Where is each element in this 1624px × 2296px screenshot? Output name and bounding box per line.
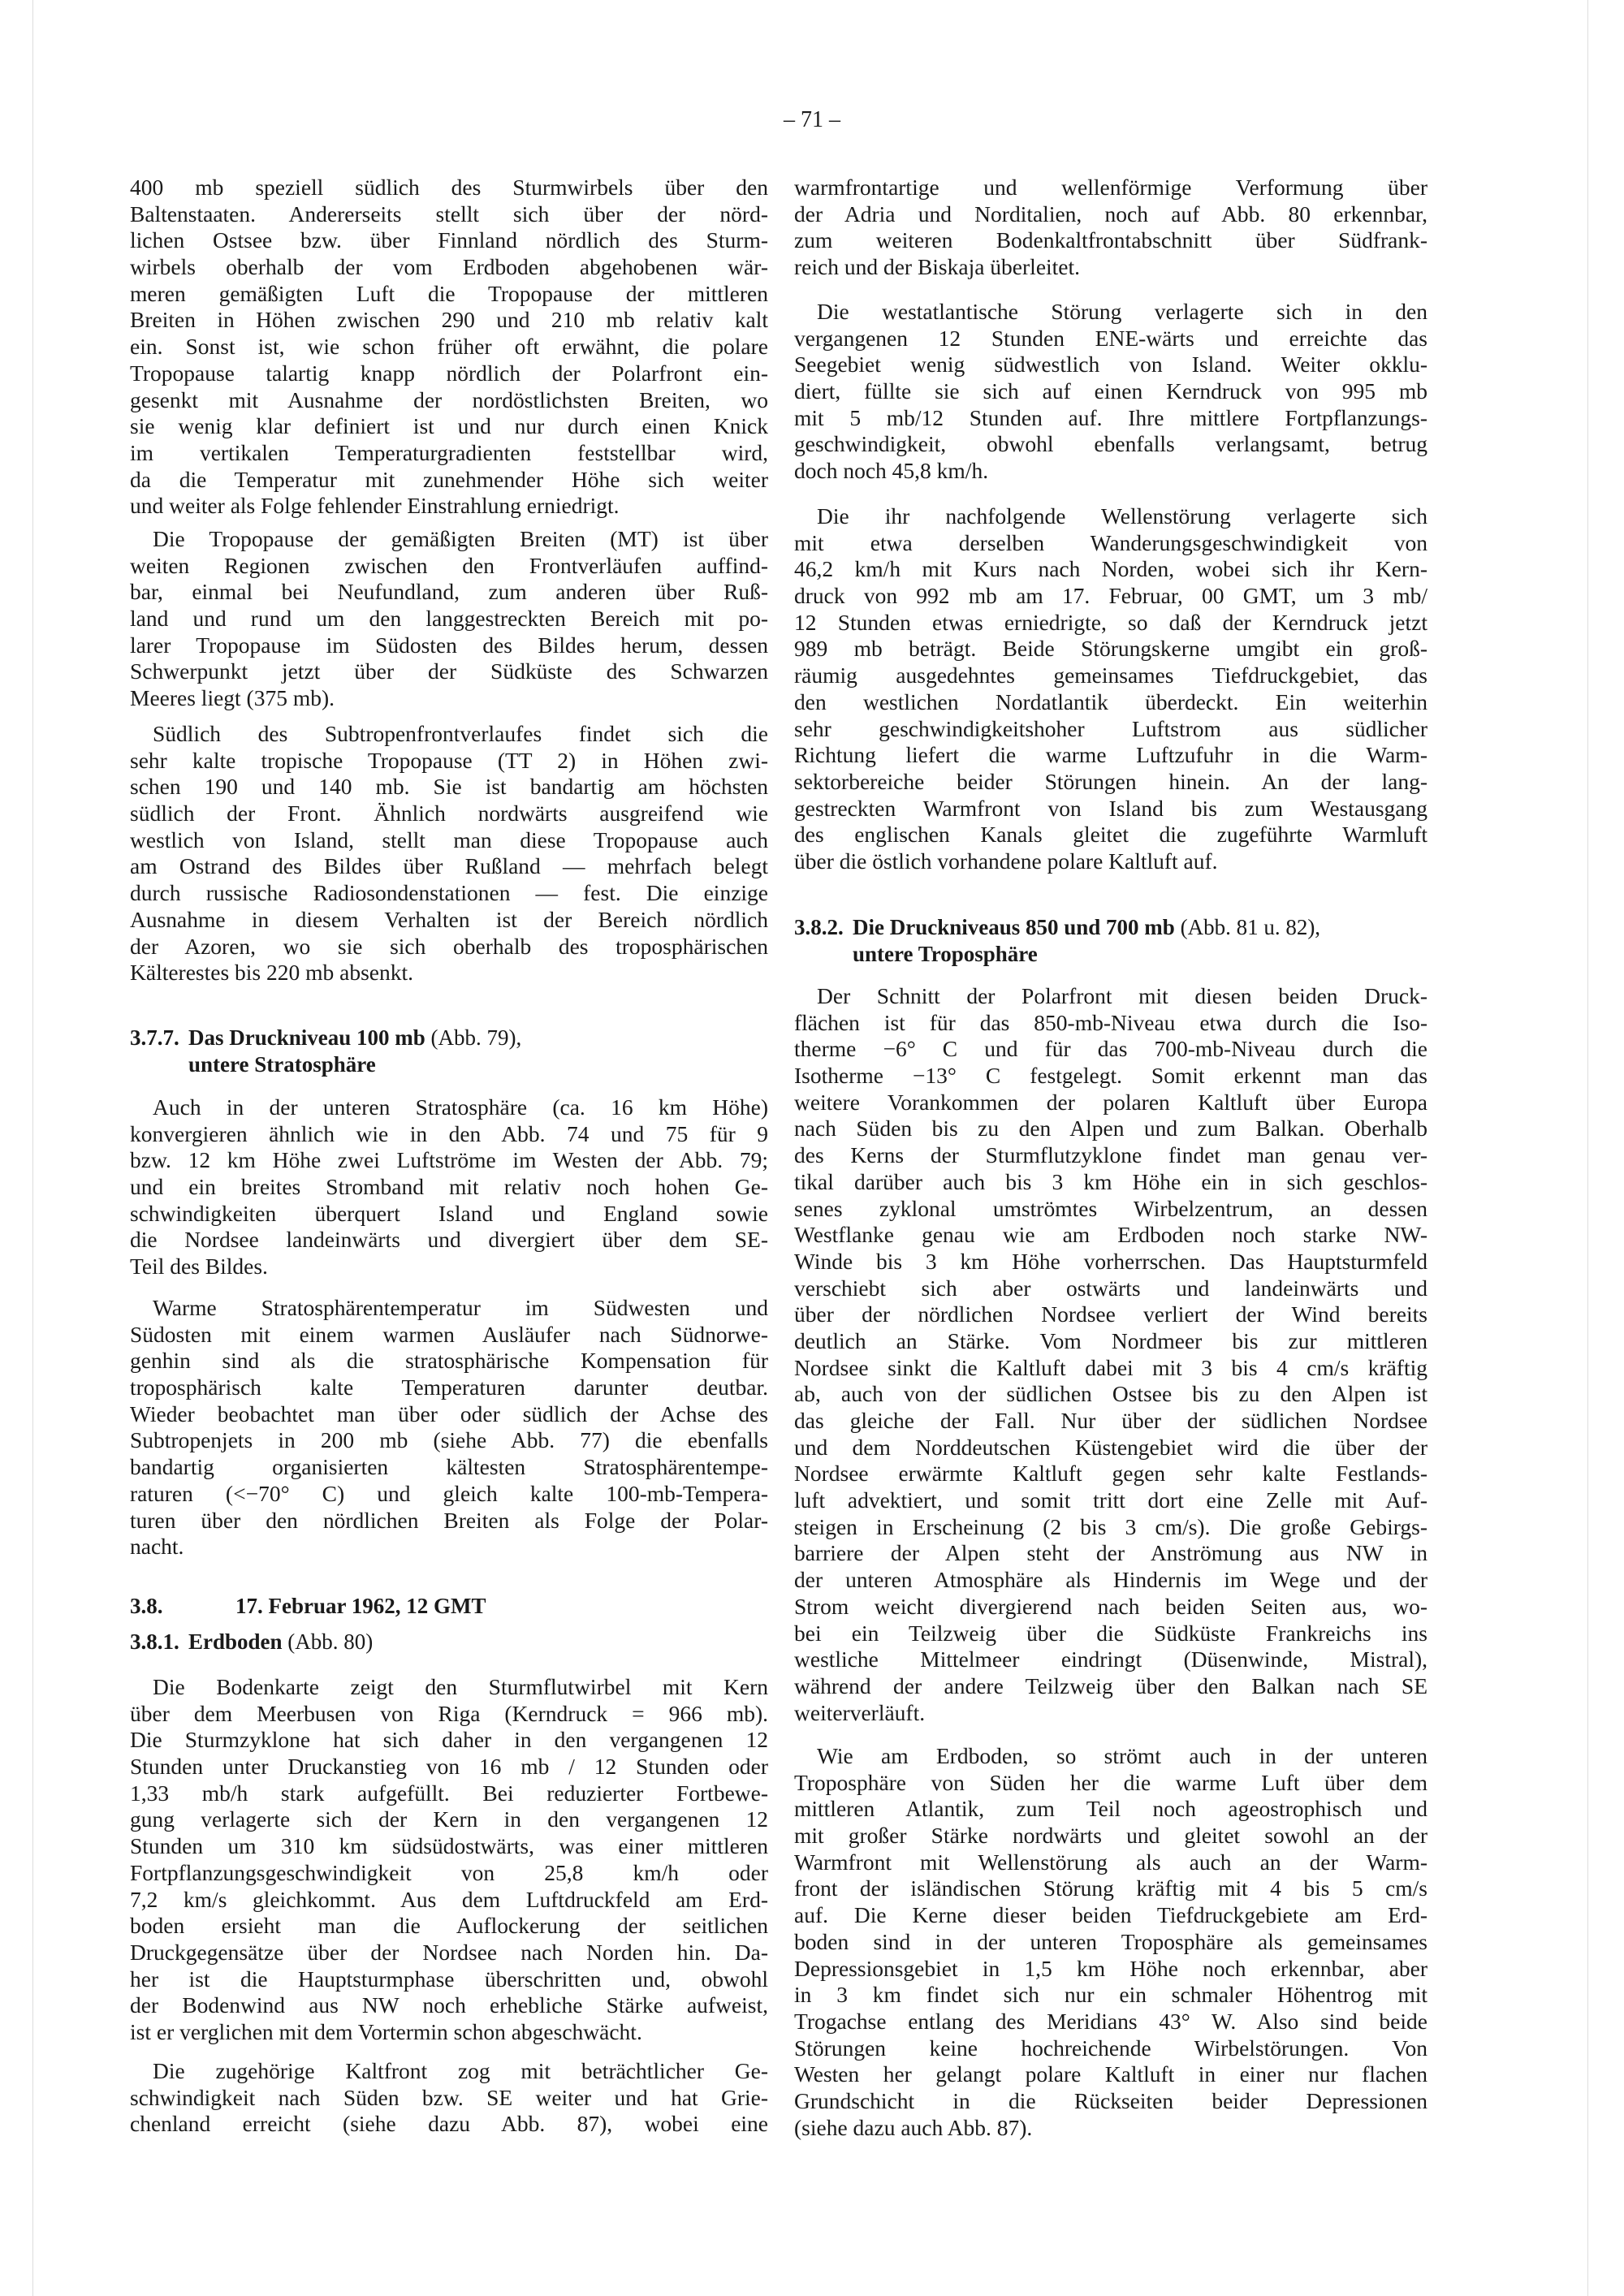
text-line: schen 190 und 140 mb. Sie ist bandartig am höchsten bbox=[130, 774, 768, 800]
section-reference: (Abb. 81 u. 82), bbox=[1180, 915, 1321, 939]
text-line: Die Sturmzyklone hat sich daher in den vergangenen 12 bbox=[130, 1727, 768, 1753]
section-number: 3.8. bbox=[130, 1594, 163, 1618]
text-line: mit etwa derselben Wanderungsgeschwindigkeit von bbox=[794, 529, 1427, 555]
scan-edge-left bbox=[32, 0, 33, 2296]
section-subtitle: untere Troposphäre bbox=[853, 941, 1038, 966]
text-line: gung verlagerte sich der Kern in den vergangenen 12 bbox=[130, 1806, 768, 1832]
text-line: Isotherme −13° C festgelegt. Somit erkennt man das bbox=[794, 1063, 1427, 1089]
text-line: in 3 km findet sich nur ein schmaler Höhentrog mit bbox=[794, 1982, 1427, 2008]
text-line: sektorbereiche beider Störungen hinein. An der lang- bbox=[794, 768, 1427, 794]
text-line: Stunden unter Druckanstieg von 16 mb / 12 Stunden oder bbox=[130, 1754, 768, 1780]
text-line: weiten Regionen zwischen den Frontverläufen auffind- bbox=[130, 552, 768, 578]
text-line: bandartig organisierten kältesten Stratosphärentempe- bbox=[130, 1454, 768, 1480]
text-line: weiterverläuft. bbox=[794, 1699, 926, 1725]
paragraph bbox=[794, 983, 1427, 1726]
text-line: Die westatlantische Störung verlagerte sich in den bbox=[817, 299, 1427, 324]
text-line: Die Bodenkarte zeigt den Sturmflutwirbel mit Kern bbox=[153, 1674, 768, 1699]
text-line: ist er verglichen mit dem Vortermin schon abgeschwächt. bbox=[130, 2018, 642, 2044]
text-line: Wieder beobachtet man über oder südlich der Achse des bbox=[130, 1400, 768, 1426]
text-line: therme −6° C und für das 700-mb-Niveau durch die bbox=[794, 1036, 1427, 1062]
text-line: Teil des Bildes. bbox=[130, 1254, 268, 1280]
text-line: Winde bis 3 km Höhe vorherrschen. Das Hauptsturmfeld bbox=[794, 1248, 1427, 1274]
text-line: Trogachse entlang des Meridians 43° W. Also sind beide bbox=[794, 2008, 1427, 2034]
text-line: Die ihr nachfolgende Wellenstörung verlagerte sich bbox=[817, 503, 1427, 529]
text-line: mit 5 mb/12 Stunden auf. Ihre mittlere Fortpflanzungs- bbox=[794, 404, 1427, 430]
section-title: Die Druckniveaus 850 und 700 mb bbox=[853, 915, 1175, 939]
text-line: wirbels oberhalb der vom Erdboden abgehobenen wär- bbox=[130, 254, 768, 280]
paragraph bbox=[130, 1674, 768, 2046]
text-line: über dem Meerbusen von Riga (Kerndruck = 966 mb). bbox=[130, 1700, 768, 1726]
text-line: über der nördlichen Nordsee verliert der Wind bereits bbox=[794, 1301, 1427, 1327]
text-line: Breiten in Höhen zwischen 290 und 210 mb relativ kalt bbox=[130, 307, 768, 333]
text-line: deutlich an Stärke. Vom Nordmeer bis zur mittleren bbox=[794, 1327, 1427, 1353]
text-line: luft advektiert, und somit tritt dort eine Zelle mit Auf- bbox=[794, 1487, 1427, 1513]
text-line: Tropopause talartig knapp nördlich der Polarfront ein- bbox=[130, 360, 768, 386]
text-line: flächen ist für das 850-mb-Niveau etwa durch die Iso- bbox=[794, 1009, 1427, 1035]
text-line: Fortpflanzungsgeschwindigkeit von 25,8 km/h oder bbox=[130, 1859, 768, 1885]
text-line: nach Süden bis zu den Alpen und zum Balkan. Oberhalb bbox=[794, 1116, 1427, 1142]
text-line: sehr kalte tropische Tropopause (TT 2) in Höhen zwi- bbox=[130, 747, 768, 773]
paragraph bbox=[794, 1743, 1427, 2141]
paragraph bbox=[794, 503, 1427, 875]
text-line: und weiter als Folge fehlender Einstrahlung erniedrigt. bbox=[130, 493, 620, 519]
text-line: chenland erreicht (siehe dazu Abb. 87), wobei eine bbox=[130, 2111, 768, 2137]
text-line: der Azoren, wo sie sich oberhalb des troposphärischen bbox=[130, 933, 768, 959]
text-line: Grundschicht in die Rückseiten beider Depressionen bbox=[794, 2087, 1427, 2113]
text-line: konvergieren ähnlich wie in den Abb. 74 und 75 für 9 bbox=[130, 1120, 768, 1146]
text-line: während der andere Teilzweig über den Balkan nach SE bbox=[794, 1672, 1427, 1698]
text-line: Depressionsgebiet in 1,5 km Höhe noch erkennbar, aber bbox=[794, 1955, 1427, 1981]
text-line: auf. Die Kerne dieser beiden Tiefdruckgebiete am Erd- bbox=[794, 1902, 1427, 1928]
text-line: bei ein Teilzweig über die Südküste Frankreichs ins bbox=[794, 1620, 1427, 1646]
page-number: – 71 – bbox=[784, 107, 840, 132]
text-line: weitere Vorankommen der polaren Kaltluft über Europa bbox=[794, 1089, 1427, 1115]
paragraph bbox=[130, 1094, 768, 1280]
paragraph bbox=[130, 721, 768, 986]
section-title: 17. Februar 1962, 12 GMT bbox=[235, 1594, 486, 1618]
text-line: im vertikalen Temperaturgradienten feststellbar wird, bbox=[130, 439, 768, 465]
text-line: bar, einmal bei Neufundland, zum anderen über Ruß- bbox=[130, 579, 768, 605]
text-line: Ausnahme in diesem Verhalten ist der Bereich nördlich bbox=[130, 906, 768, 932]
text-line: barriere der Alpen steht der Anströmung aus NW in bbox=[794, 1540, 1427, 1566]
section-heading-3-8-2 bbox=[794, 914, 1427, 967]
text-line: genhin sind als die stratosphärische Kompensation für bbox=[130, 1348, 768, 1374]
text-line: Druckgegensätze über der Nordsee nach Norden hin. Da- bbox=[130, 1939, 768, 1965]
text-line: Stunden um 310 km südsüdostwärts, was einer mittleren bbox=[130, 1833, 768, 1859]
section-number: 3.7.7. bbox=[130, 1025, 179, 1050]
text-line: Seegebiet wenig südwestlich von Island. Weiter okklu- bbox=[794, 352, 1427, 378]
text-line: raturen (<−70° C) und gleich kalte 100-mb-Tempera- bbox=[130, 1480, 768, 1506]
text-line: front der isländischen Störung kräftig mit 4 bis 5 cm/s bbox=[794, 1875, 1427, 1901]
paragraph bbox=[130, 526, 768, 712]
text-line: mit großer Stärke nordwärts und gleitet sowohl an der bbox=[794, 1823, 1427, 1849]
text-line: Westen her gelangt polare Kaltluft in einer nur flachen bbox=[794, 2061, 1427, 2087]
text-line: diert, füllte sie sich auf einen Kerndruck von 995 mb bbox=[794, 378, 1427, 404]
text-line: Troposphäre von Süden her die warme Luft über dem bbox=[794, 1769, 1427, 1795]
text-line: Südosten mit einem warmen Ausläufer nach Südnorwe- bbox=[130, 1321, 768, 1347]
text-line: der Bodenwind aus NW noch erhebliche Stärke aufweist, bbox=[130, 1992, 768, 2018]
text-line: Warmfront mit Wellenstörung als auch an der Warm- bbox=[794, 1849, 1427, 1875]
text-line: Die zugehörige Kaltfront zog mit beträchtlicher Ge- bbox=[153, 2058, 768, 2083]
text-line: durch russische Radiosondenstationen — fest. Die einzige bbox=[130, 880, 768, 906]
section-title: Erdboden bbox=[188, 1629, 283, 1654]
scan-edge-right bbox=[1587, 0, 1588, 2296]
text-line: der unteren Atmosphäre als Hindernis im Wege und der bbox=[794, 1567, 1427, 1593]
text-line: westlich von Island, stellt man diese Tropopause auch bbox=[130, 826, 768, 852]
text-line: druck von 992 mb am 17. Februar, 00 GMT, um 3 mb/ bbox=[794, 583, 1427, 609]
text-line: und dem Norddeutschen Küstengebiet wird die über der bbox=[794, 1434, 1427, 1460]
text-line: (siehe dazu auch Abb. 87). bbox=[794, 2114, 1033, 2140]
text-line: tikal darüber auch bis 3 km Höhe ein in sich geschlos- bbox=[794, 1168, 1427, 1194]
text-line: boden ersieht man die Auflockerung der seitlichen bbox=[130, 1913, 768, 1939]
text-line: das gleiche der Fall. Nur über der südlichen Nordsee bbox=[794, 1408, 1427, 1433]
text-line: vergangenen 12 Stunden ENE-wärts und erreichte das bbox=[794, 325, 1427, 351]
text-line: sehr geschwindigkeitshoher Luftstrom aus südlicher bbox=[794, 715, 1427, 741]
text-line: Baltenstaaten. Andererseits stellt sich über der nörd- bbox=[130, 201, 768, 227]
text-line: ab, auch von der südlichen Ostsee bis zu den Alpen ist bbox=[794, 1381, 1427, 1407]
text-line: Auch in der unteren Stratosphäre (ca. 16 km Höhe) bbox=[153, 1094, 768, 1120]
text-line: Meeres liegt (375 mb). bbox=[130, 685, 335, 711]
section-reference: (Abb. 79), bbox=[430, 1025, 522, 1050]
section-subtitle: untere Stratosphäre bbox=[188, 1051, 376, 1077]
text-line: doch noch 45,8 km/h. bbox=[794, 458, 989, 484]
text-line: Kälterestes bis 220 mb absenkt. bbox=[130, 960, 414, 986]
text-line: über die östlich vorhandene polare Kaltluft auf. bbox=[794, 848, 1218, 874]
text-line: larer Tropopause im Südosten des Bildes herum, dessen bbox=[130, 632, 768, 658]
section-reference: (Abb. 80) bbox=[287, 1629, 374, 1654]
text-line: nacht. bbox=[130, 1534, 184, 1560]
section-number: 3.8.2. bbox=[794, 915, 844, 939]
text-line: am Ostrand des Bildes über Rußland — mehrfach belegt bbox=[130, 853, 768, 879]
text-line: Nordsee erwärmte Kaltluft gegen sehr kalte Festlands- bbox=[794, 1461, 1427, 1487]
paragraph bbox=[130, 2058, 768, 2138]
text-line: räumig ausgedehntes gemeinsames Tiefdruckgebiet, das bbox=[794, 662, 1427, 688]
text-line: der Adria und Norditalien, noch auf Abb. 80 erkennbar, bbox=[794, 201, 1427, 227]
text-line: ein. Sonst ist, wie schon früher oft erwähnt, die polare bbox=[130, 334, 768, 360]
text-line: 989 mb beträgt. Beide Störungskerne umgibt ein groß- bbox=[794, 636, 1427, 662]
text-line: schwindigkeit nach Süden bzw. SE weiter und hat Grie- bbox=[130, 2084, 768, 2110]
text-line: Westflanke genau wie am Erdboden noch starke NW- bbox=[794, 1222, 1427, 1248]
text-line: südlich der Front. Ähnlich nordwärts ausgreifend wie bbox=[130, 801, 768, 826]
text-line: meren gemäßigten Luft die Tropopause der mittleren bbox=[130, 280, 768, 306]
text-line: zum weiteren Bodenkaltfrontabschnitt über Südfrank- bbox=[794, 227, 1427, 253]
text-line: troposphärisch kalte Temperaturen darunter deutbar. bbox=[130, 1375, 768, 1400]
text-line: mittleren Atlantik, zum Teil noch ageostrophisch und bbox=[794, 1796, 1427, 1822]
text-line: Nordsee sinkt die Kaltluft dabei mit 3 bis 4 cm/s kräftig bbox=[794, 1354, 1427, 1380]
text-line: des Kerns der Sturmflutzyklone findet man genau ver- bbox=[794, 1142, 1427, 1168]
text-line: Richtung liefert die warme Luftzufuhr in die Warm- bbox=[794, 742, 1427, 768]
text-line: Subtropenjets in 200 mb (siehe Abb. 77) die ebenfalls bbox=[130, 1427, 768, 1453]
paragraph bbox=[794, 175, 1427, 281]
text-line: sie wenig klar definiert ist und nur durch einen Knick bbox=[130, 413, 768, 439]
text-line: 400 mb speziell südlich des Sturmwirbels über den bbox=[130, 175, 768, 200]
section-heading-3-8-1 bbox=[130, 1629, 768, 1655]
text-line: 12 Stunden etwas erniedrigte, so daß der Kerndruck jetzt bbox=[794, 609, 1427, 635]
text-line: senes zyklonal umströmtes Wirbelzentrum, an dessen bbox=[794, 1195, 1427, 1221]
text-line: da die Temperatur mit zunehmender Höhe sich weiter bbox=[130, 466, 768, 492]
text-line: Die Tropopause der gemäßigten Breiten (MT) ist über bbox=[153, 526, 768, 551]
text-line: des englischen Kanals gleitet die zugeführte Warmluft bbox=[794, 822, 1427, 848]
text-line: gestreckten Warmfront von Island bis zum Westausgang bbox=[794, 795, 1427, 821]
text-line: steigen in Erscheinung (2 bis 3 cm/s). Die große Gebirgs- bbox=[794, 1513, 1427, 1539]
text-line: Warme Stratosphärentemperatur im Südwesten und bbox=[153, 1295, 768, 1320]
text-line: Wie am Erdboden, so strömt auch in der unteren bbox=[817, 1743, 1427, 1768]
text-line: turen über den nördlichen Breiten als Folge der Polar- bbox=[130, 1507, 768, 1533]
text-line: schwindigkeiten überquert Island und England sowie bbox=[130, 1200, 768, 1226]
text-line: westliche Mittelmeer eindringt (Düsenwinde, Mistral), bbox=[794, 1646, 1427, 1672]
text-line: Störungen keine hochreichende Wirbelstörungen. Von bbox=[794, 2035, 1427, 2061]
section-heading-3-8 bbox=[130, 1593, 768, 1620]
text-line: lichen Ostsee bzw. über Finnland nördlich des Sturm- bbox=[130, 227, 768, 253]
text-line: land und rund um den langgestreckten Bereich mit po- bbox=[130, 606, 768, 632]
text-line: und ein breites Stromband mit relativ noch hohen Ge- bbox=[130, 1174, 768, 1200]
section-title: Das Druckniveau 100 mb bbox=[188, 1025, 425, 1050]
text-line: Schwerpunkt jetzt über der Südküste des Schwarzen bbox=[130, 658, 768, 684]
text-line: Südlich des Subtropenfrontverlaufes findet sich die bbox=[153, 721, 768, 746]
text-line: den westlichen Nordatlantik überdeckt. Ein weiterhin bbox=[794, 688, 1427, 714]
text-line: 46,2 km/h mit Kurs nach Norden, wobei sich ihr Kern- bbox=[794, 556, 1427, 582]
text-line: bzw. 12 km Höhe zwei Luftströme im Westen der Abb. 79; bbox=[130, 1147, 768, 1173]
text-line: 7,2 km/s gleichkommt. Aus dem Luftdruckfeld am Erd- bbox=[130, 1886, 768, 1912]
text-line: gesenkt mit Ausnahme der nordöstlichsten Breiten, wo bbox=[130, 386, 768, 412]
text-line: reich und der Biskaja überleitet. bbox=[794, 254, 1081, 280]
text-line: Strom weicht divergierend nach beiden Seiten aus, wo- bbox=[794, 1593, 1427, 1619]
text-line: verschiebt sich aber ostwärts und landeinwärts und bbox=[794, 1275, 1427, 1301]
paragraph bbox=[130, 1295, 768, 1560]
paragraph bbox=[130, 175, 768, 520]
section-heading-3-7-7 bbox=[130, 1025, 768, 1077]
text-line: her ist die Hauptsturmphase überschritten und, obwohl bbox=[130, 1966, 768, 1992]
text-line: die Nordsee landeinwärts und divergiert über dem SE- bbox=[130, 1227, 768, 1253]
text-line: warmfrontartige und wellenförmige Verformung über bbox=[794, 175, 1427, 200]
text-line: 1,33 mb/h stark aufgefüllt. Bei reduzierter Fortbewe- bbox=[130, 1780, 768, 1806]
text-line: Der Schnitt der Polarfront mit diesen beiden Druck- bbox=[817, 983, 1427, 1008]
text-line: boden sind in der unteren Troposphäre als gemeinsames bbox=[794, 1928, 1427, 1954]
paragraph bbox=[794, 299, 1427, 485]
text-line: geschwindigkeit, obwohl ebenfalls verlangsamt, betrug bbox=[794, 431, 1427, 457]
section-number: 3.8.1. bbox=[130, 1629, 179, 1654]
